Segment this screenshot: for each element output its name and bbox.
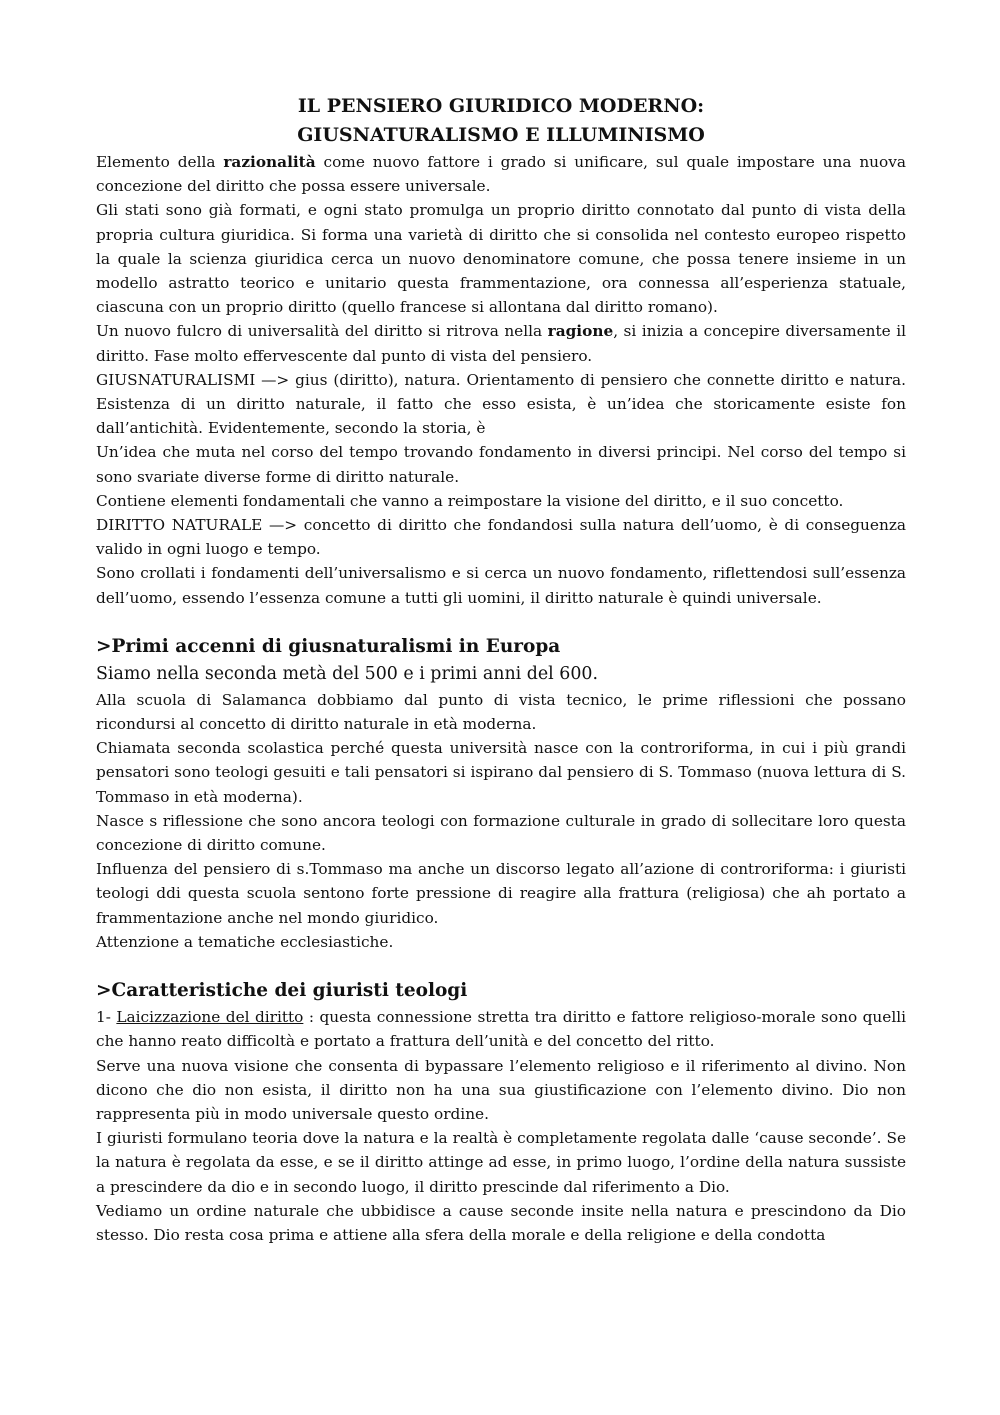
section1-paragraph-5: Attenzione a tematiche ecclesiastiche. [96,932,394,951]
section-heading-caratteristiche: >Caratteristiche dei giuristi teologi [96,980,468,1002]
intro-paragraph-5: Un’idea che muta nel corso del tempo trovando fondamento in diversi principi. Nel corso del tempo si sono svariate diverse forme di diritto naturale. [96,443,906,486]
intro-paragraph-4: GIUSNATURALISMI —> gius (diritto), natura. Orientamento di pensiero che connette diritto e natura. Esistenza di un diritto naturale, il fatto che esso esista, è un’idea che storicamente esiste fon dall’antichità. Evidentemente, secondo la storia, è [96,370,906,438]
intro-p3-bold: ragione [547,322,614,341]
section1-paragraph-4: Influenza del pensiero di s.Tommaso ma anche un discorso legato all’azione di controriforma: i giuristi teologi ddi questa scuola sentono forte pressione di reagire alla frattura (religiosa) che ah portato a frammentazione anche nel mondo giuridico. [96,860,906,927]
section2-p1-underlined: Laicizzazione del diritto [116,1008,304,1027]
section2-paragraph-1 [96,1005,906,1053]
section2-paragraph-3: I giuristi formulano teoria dove la natura e la realtà è completamente regolata dalle ‘cause seconde’. Se la natura è regolata da esse, e se il diritto attinge ad esse, in primo luogo, l’ordine della natura sussiste a prescindere da dio e in secondo luogo, il diritto prescinde dal riferimento a Dio. [96,1129,906,1196]
intro-paragraph-1 [96,150,906,198]
intro-paragraph-2: Gli stati sono già formati, e ogni stato promulga un proprio diritto connotato dal punto di vista della propria cultura giuridica. Si forma una varietà di diritto che si consolida nel contesto europeo rispetto la quale la scienza giuridica cerca un nuovo denominatore comune, che possa tenere insieme in un modello astratto teorico e unitario questa frammentazione, ora connessa all’esperienza statuale, ciascuna con un proprio diritto (quello francese si allontana dal diritto romano). [96,201,906,317]
intro-p1-text-a: Elemento della [96,153,224,171]
title-line-1: IL PENSIERO GIURIDICO MODERNO: [297,95,705,117]
title-line-2: GIUSNATURALISMO E ILLUMINISMO [297,124,705,146]
document-title [96,92,906,150]
document-page [96,92,906,1247]
intro-paragraph-8: Sono crollati i fondamenti dell’universalismo e si cerca un nuovo fondamento, riflettendosi sull’essenza dell’uomo, essendo l’essenza comune a tutti gli uomini, il diritto naturale è quindi universale. [96,564,906,607]
intro-p3-text-a: Un nuovo fulcro di universalità del diritto si ritrova nella [96,322,548,341]
intro-p3-text-b: , si inizia a concepire diversamente il diritto. Fase molto effervescente dal punto di vista del pensiero. [96,322,906,365]
section-heading-primi-accenni: >Primi accenni di giusnaturalismi in Europa [96,635,561,657]
intro-paragraph-3 [96,319,906,367]
intro-p1-text-b: come nuovo fattore i grado si unificare, sul quale impostare una nuova concezione del diritto che possa essere universale. [96,153,907,196]
section2-p1-text: : questa connessione stretta tra diritto e fattore religioso-morale sono quelli che hanno reato difficoltà e portato a frattura dell’unità e del concetto del ritto. [96,1008,906,1051]
intro-p1-bold: razionalità [223,153,316,171]
intro-paragraph-7: DIRITTO NATURALE —> concetto di diritto che fondandosi sulla natura dell’uomo, è di conseguenza valido in ogni luogo e tempo. [96,516,906,559]
section2-paragraph-2: Serve una nuova visione che consenta di bypassare l’elemento religioso e il riferimento al divino. Non dicono che dio non esista, il diritto non ha una sua giustificazione con l’elemento divino. Dio non rappresenta più in modo universale questo ordine. [96,1056,906,1123]
section1-lead: Siamo nella seconda metà del 500 e i primi anni del 600. [96,663,598,684]
section1-paragraph-3: Nasce s riflessione che sono ancora teologi con formazione culturale in grado di sollecitare loro questa concezione di diritto comune. [96,811,906,855]
section2-p1-number: 1- [96,1008,117,1027]
section1-paragraph-2: Chiamata seconda scolastica perché questa università nasce con la controriforma, in cui i più grandi pensatori sono teologi gesuiti e tali pensatori si ispirano dal pensiero di S. Tommaso (nuova lettura di S. Tommaso in età moderna). [96,739,906,806]
section1-paragraph-1: Alla scuola di Salamanca dobbiamo dal punto di vista tecnico, le prime riflessioni che possano ricondursi al concetto di diritto naturale in età moderna. [96,690,906,734]
section2-paragraph-4: Vediamo un ordine naturale che ubbidisce a cause seconde insite nella natura e prescindono da Dio stesso. Dio resta cosa prima e attiene alla sfera della morale e della religione e della condotta [96,1201,906,1244]
intro-paragraph-6: Contiene elementi fondamentali che vanno a reimpostare la visione del diritto, e il suo concetto. [96,491,844,510]
